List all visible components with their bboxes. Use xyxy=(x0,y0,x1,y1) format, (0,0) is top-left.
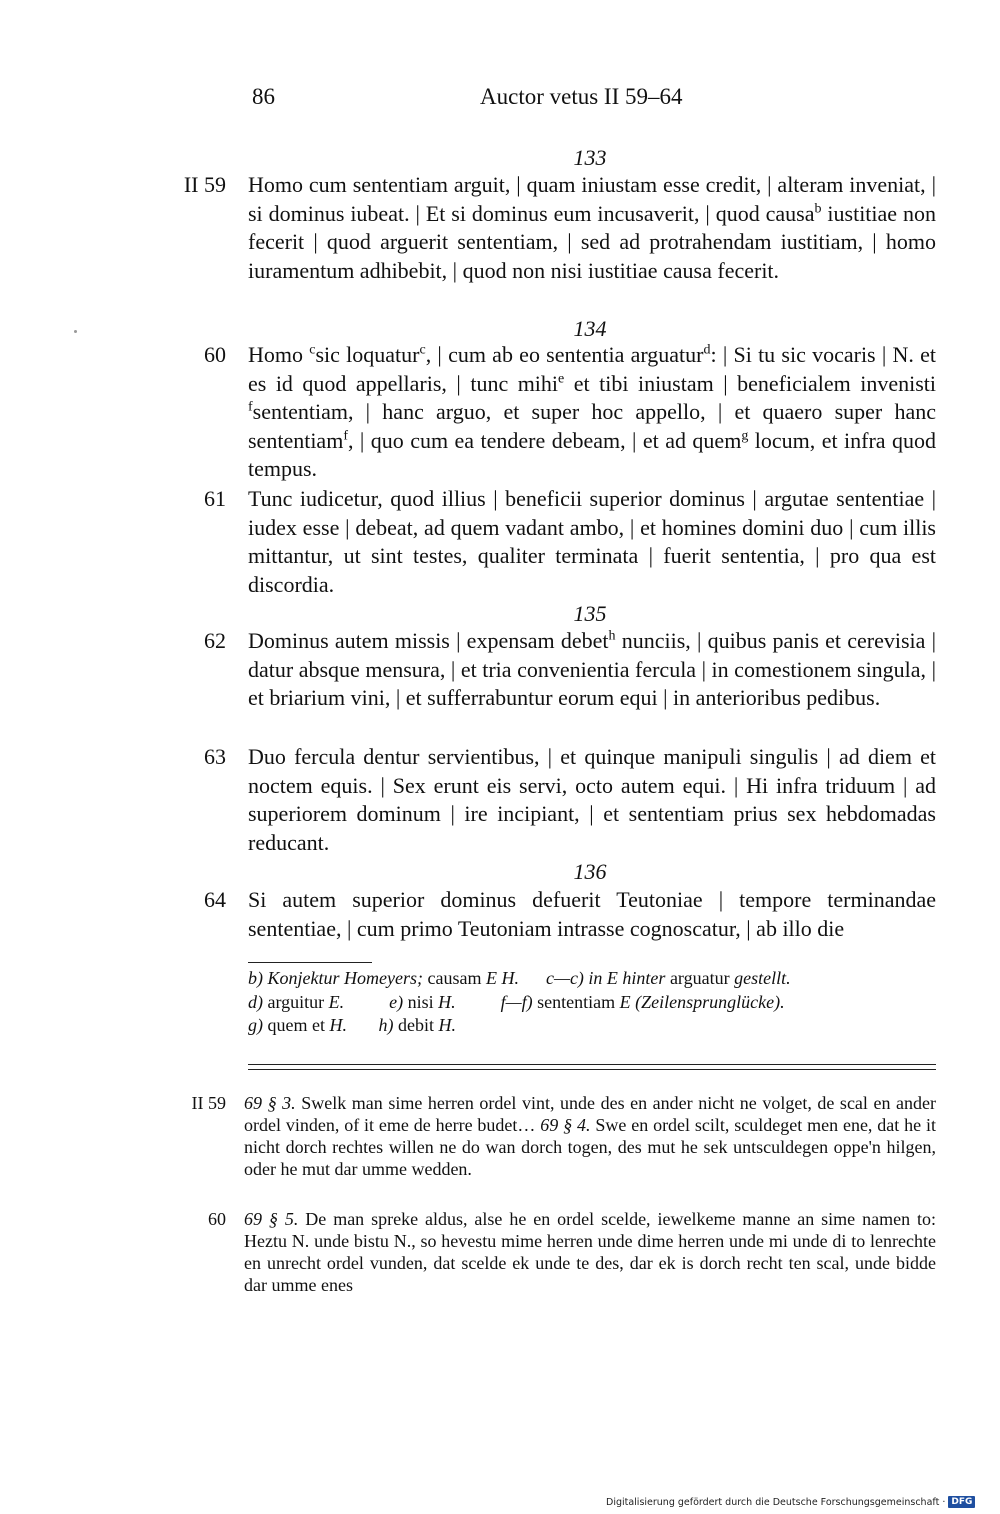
paragraph-number: II 59 xyxy=(183,172,226,197)
digitization-credit xyxy=(606,1494,975,1510)
paragraph-number: 64 xyxy=(204,887,226,912)
running-title: Auctor vetus II 59–64 xyxy=(480,84,683,109)
paragraph-text: Homo $^c$sic loquatur$^c$, | cum ab eo sententia arguatur$^d$: | Si tu sic vocaris | N. et es id quod appellaris, | tunc mihi$^e$ et tibi iniustam | beneficialem invenisti $^f$sententiam, | hanc arguo, et super hoc appello, | et quaero super hanc sententiam$^f$, | quo cum ea tendere debeam, | et ad quem$^g$ locum, et infra quod tempus. xyxy=(248,342,936,481)
paragraph-text: Tunc iudicetur, quod illius | beneficii superior dominus | argutae sententiae | iudex esse | debeat, ad quem vadant ambo, | et homines domini duo | cum illis mittantur, ut sint testes, qualiter terminata | fuerit sententia, | pro qua est discordia. xyxy=(248,486,936,597)
variant-note-line: b) Konjektur Homeyers; causam E H. c—c) in E hinter arguatur gestellt. xyxy=(248,968,791,988)
commentary-number: II 59 xyxy=(191,1093,226,1113)
paragraph-text: Dominus autem missis | expensam debet$^h$ nunciis, | quibus panis et cerevisia | datur absque mensura, | et tria convenientia fercula | in comestionem singula, | et briarium vini, | et sufferrabuntur eorum equi | in anterioribus pedibus. xyxy=(248,628,936,710)
commentary-text: 69 § 5. De man spreke aldus, alse he en ordel scelde, iewelkeme manne an sime namen to: Heztu N. unde bistu N., so hevestu mime herren unde dime herren unde mi unde di to lenrechte en unrecht ordel vunden, dat scelde ek unde te des, dar ek is dorch recht ten scal, unde bidde dar umme enes xyxy=(244,1209,937,1295)
commentary-number: 60 xyxy=(208,1209,226,1229)
paragraph-text: Homo cum sententiam arguit, | quam iniustam esse credit, | alteram inveniat, | si dominus iubeat. | Et si dominus eum incusaverit, | quod causa$^b$ iustitiae non fecerit | quod arguerit sententiam, | sed ad protrahendam iustitiam, | homo iuramentum adhibebit, | quod non nisi iustitiae causa fecerit. xyxy=(248,172,936,283)
section-number-133: 133 xyxy=(573,145,607,170)
variant-notes xyxy=(248,967,936,1038)
paragraph-text: Si autem superior dominus defuerit Teutoniae | tempore terminandae sententiae, | cum primo Teutoniam intrasse cognoscatur, | ab illo die xyxy=(248,887,936,941)
variant-note-line: g) quem et H. h) debit H. xyxy=(248,1015,456,1035)
footnote-rule xyxy=(248,962,372,963)
paragraph-number: 60 xyxy=(204,342,226,367)
paragraph-number: 63 xyxy=(204,744,226,769)
section-number-135: 135 xyxy=(573,601,607,626)
running-head xyxy=(0,84,1000,116)
page-number: 86 xyxy=(252,84,275,109)
margin-dot xyxy=(74,330,77,333)
commentary-text: 69 § 3. Swelk man sime herren ordel vint, unde des en ander nicht ne volget, de scal en ander ordel vinden, of it eme de herre budet… 69 § 4. Swe en ordel scilt, sculdeget men ene, dat he it nicht dorch rechtes willen ne do wan dorch togen, des mut he sek untsculdegen oppe'n hilgen, oder he mut dar umme wedden. xyxy=(244,1093,937,1179)
dfg-logo: DFG xyxy=(948,1496,975,1508)
paragraph-text: Duo fercula dentur servientibus, | et quinque manipuli singulis | ad diem et noctem equis. | Sex erunt eis servi, octo autem equi. | Hi infra triduum | ad superiorem dominum | ire incipiant, | et sententiam prius sex hebdomadas reducant. xyxy=(248,744,936,855)
commentary-rule-top xyxy=(248,1064,936,1065)
paragraph-number: 62 xyxy=(204,628,226,653)
commentary-rule-bottom xyxy=(248,1069,936,1070)
variant-note-line: d) arguitur E. e) nisi H. f—f) sententiam E (Zeilensprunglücke). xyxy=(248,991,785,1012)
section-number-136: 136 xyxy=(573,859,607,884)
paragraph-number: 61 xyxy=(204,486,226,511)
credit-text: Digitalisierung gefördert durch die Deutsche Forschungsgemeinschaft · xyxy=(606,1496,946,1508)
section-number-134: 134 xyxy=(573,316,607,341)
